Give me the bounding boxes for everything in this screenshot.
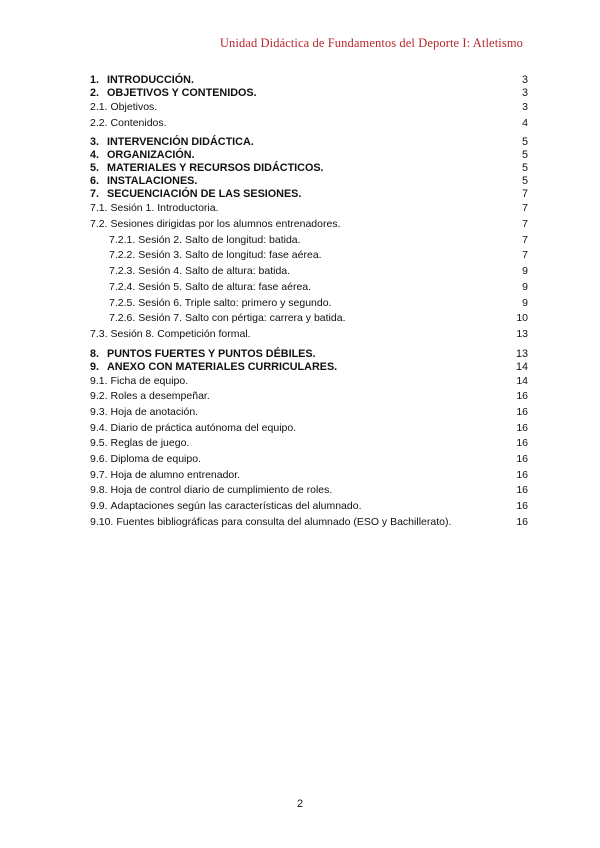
- toc-entry-title: [90, 405, 198, 421]
- toc-entry-title: [109, 296, 331, 312]
- toc-entry-number: 9.: [90, 360, 100, 373]
- toc-entry-page: 14: [515, 360, 528, 373]
- toc-entry[interactable]: [90, 348, 528, 361]
- toc-entry-page: 5: [521, 149, 528, 162]
- toc-entry-page: 3: [522, 101, 528, 113]
- toc-entry-number: 7.2.3.: [109, 265, 136, 278]
- toc-entry[interactable]: [90, 100, 528, 116]
- toc-entry-page: 7: [522, 249, 528, 262]
- toc-entry-title: [90, 136, 254, 149]
- toc-entry-text: Sesión 3. Salto de longitud: fase aérea.: [138, 249, 322, 262]
- toc-entry-title: [109, 233, 301, 249]
- toc-entry-page: 5: [521, 162, 528, 175]
- toc-entry-number: 6.: [90, 175, 100, 188]
- toc-entry-title: [90, 149, 195, 162]
- toc-entry-number: 7.2.4.: [109, 280, 136, 293]
- toc-entry-title: [90, 116, 167, 132]
- toc-entry-number: 2.1.: [90, 101, 108, 113]
- toc-entry-page: 14: [516, 374, 528, 387]
- toc-entry-title: [90, 327, 251, 343]
- toc-entry[interactable]: [90, 515, 528, 531]
- toc-entry-text: Fuentes bibliográficas para consulta del alumnado (ESO y Bachillerato).: [116, 515, 452, 528]
- toc-entry-title: [109, 311, 345, 327]
- toc-entry-title: [90, 175, 197, 188]
- toc-entry-text: Diploma de equipo.: [110, 453, 201, 465]
- toc-entry-page: 3: [521, 74, 528, 86]
- toc-entry[interactable]: [90, 175, 528, 188]
- toc-entry-number: 9.4.: [90, 421, 108, 434]
- toc-entry-text: Sesión 1. Introductoria.: [110, 202, 219, 215]
- toc-entry-page: 13: [516, 327, 528, 340]
- toc-entry-number: 2.2.: [90, 116, 108, 129]
- toc-entry-number: 9.9.: [90, 500, 108, 513]
- toc-entry-text: Roles a desempeñar.: [110, 390, 210, 403]
- toc-entry[interactable]: [90, 468, 528, 484]
- toc-entry[interactable]: [90, 499, 528, 515]
- toc-entry[interactable]: [90, 201, 528, 217]
- toc-entry-text: Sesión 8. Competición formal.: [110, 327, 251, 340]
- toc-entry-number: 7.3.: [90, 327, 108, 340]
- toc-entry-title: [90, 421, 296, 437]
- toc-entry-title: [109, 248, 322, 264]
- toc-entry[interactable]: [90, 248, 528, 264]
- toc-entry-page: 16: [516, 390, 528, 403]
- toc-entry-page: 16: [516, 421, 528, 434]
- toc-entry-title: [90, 452, 201, 468]
- toc-entry-title: [90, 499, 362, 515]
- toc-entry-text: Hoja de control diario de cumplimiento de roles.: [110, 484, 333, 497]
- toc-entry-number: 7.2.: [90, 218, 108, 231]
- toc-entry-number: 9.8.: [90, 484, 108, 497]
- toc-entry[interactable]: [90, 483, 528, 499]
- toc-entry-number: 9.2.: [90, 390, 108, 403]
- toc-entry[interactable]: [90, 217, 528, 233]
- toc-entry-title: [90, 389, 210, 405]
- toc-entry-page: 7: [521, 188, 528, 201]
- toc-entry-title: [90, 217, 340, 233]
- toc-entry-page: 16: [516, 515, 528, 528]
- toc-entry-text: Hoja de anotación.: [110, 405, 199, 418]
- toc-entry[interactable]: [90, 233, 528, 249]
- toc-entry-number: 9.1.: [90, 374, 108, 387]
- toc-entry-text: Adaptaciones según las características del alumnado.: [110, 500, 362, 513]
- toc-entry[interactable]: [90, 374, 528, 390]
- toc-entry-number: 7.: [90, 188, 100, 201]
- toc-entry-page: 16: [516, 468, 528, 481]
- toc-entry-page: 16: [516, 500, 528, 513]
- toc-entry-text: SECUENCIACIÓN DE LAS SESIONES.: [107, 188, 302, 201]
- toc-entry-number: 9.6.: [90, 453, 108, 465]
- toc-entry-page: 10: [516, 312, 528, 325]
- toc-entry-text: PUNTOS FUERTES Y PUNTOS DÉBILES.: [107, 347, 316, 360]
- toc-entry-text: INTRODUCCIÓN.: [107, 74, 194, 86]
- toc-entry-number: 9.7.: [90, 468, 108, 481]
- toc-entry-page: 13: [515, 347, 528, 360]
- page-number: 2: [296, 798, 304, 810]
- toc-entry-number: 1.: [90, 74, 100, 86]
- toc-entry-text: Diario de práctica autónoma del equipo.: [110, 421, 297, 434]
- toc-entry[interactable]: [90, 452, 528, 468]
- toc-entry[interactable]: [90, 296, 528, 312]
- toc-entry[interactable]: [90, 188, 528, 201]
- toc-entry-text: MATERIALES Y RECURSOS DIDÁCTICOS.: [107, 162, 324, 175]
- toc-entry-text: Sesión 2. Salto de longitud: batida.: [138, 233, 301, 246]
- toc-entry-page: 5: [521, 175, 528, 188]
- toc-entry-title: [90, 162, 324, 175]
- toc-entry[interactable]: [90, 87, 528, 100]
- toc-entry-page: 16: [516, 405, 528, 418]
- toc-entry-page: 7: [522, 233, 528, 246]
- toc-entry[interactable]: [90, 421, 528, 437]
- toc-entry-number: 7.2.6.: [109, 312, 136, 325]
- toc-entry-page: 3: [521, 87, 528, 99]
- toc-entry-title: [90, 100, 157, 116]
- toc-entry-title: [90, 87, 257, 100]
- toc-entry[interactable]: [90, 389, 528, 405]
- toc-entry-page: 7: [522, 218, 528, 231]
- toc-entry-title: [90, 201, 219, 217]
- toc-entry[interactable]: [90, 74, 528, 87]
- toc-entry-number: 3.: [90, 136, 100, 149]
- toc-entry-page: 5: [521, 136, 528, 149]
- toc-entry-text: INSTALACIONES.: [107, 175, 198, 188]
- toc-entry-text: Ficha de equipo.: [110, 374, 189, 387]
- toc-entry[interactable]: [90, 264, 528, 280]
- toc-entry-title: [90, 188, 301, 201]
- toc-entry[interactable]: [90, 116, 528, 132]
- toc-entry-page: 16: [516, 437, 528, 450]
- toc-entry[interactable]: [90, 149, 528, 162]
- toc-entry-number: 9.3.: [90, 405, 108, 418]
- toc-entry-title: [109, 280, 311, 296]
- toc-entry-page: 9: [522, 296, 528, 309]
- toc-entry-text: Sesión 7. Salto con pértiga: carrera y batida.: [138, 312, 346, 325]
- toc-entry[interactable]: [90, 311, 528, 327]
- toc-entry[interactable]: [90, 405, 528, 421]
- toc-entry-text: ORGANIZACIÓN.: [107, 149, 195, 162]
- table-of-contents: [90, 74, 528, 530]
- toc-entry-text: Sesiones dirigidas por los alumnos entrenadores.: [110, 218, 341, 231]
- toc-entry-title: [90, 468, 240, 484]
- toc-entry-number: 9.10.: [90, 515, 114, 528]
- toc-entry[interactable]: [90, 327, 528, 343]
- toc-entry-number: 7.2.1.: [109, 233, 136, 246]
- toc-entry-title: [90, 348, 316, 361]
- toc-entry-number: 9.5.: [90, 437, 108, 450]
- toc-entry-text: Objetivos.: [110, 101, 158, 113]
- toc-entry-text: Sesión 4. Salto de altura: batida.: [138, 265, 291, 278]
- toc-entry-number: 2.: [90, 87, 100, 99]
- toc-entry-page: 16: [516, 453, 528, 465]
- toc-entry-title: [109, 264, 290, 280]
- toc-entry-title: [90, 374, 188, 390]
- toc-entry-number: 5.: [90, 162, 100, 175]
- toc-entry-text: INTERVENCIÓN DIDÁCTICA.: [107, 136, 254, 149]
- toc-entry-text: Contenidos.: [110, 116, 167, 129]
- toc-entry-text: ANEXO CON MATERIALES CURRICULARES.: [107, 360, 338, 373]
- toc-entry-title: [90, 436, 189, 452]
- toc-entry-title: [90, 74, 194, 87]
- toc-entry-page: 4: [522, 116, 528, 129]
- toc-entry[interactable]: [90, 162, 528, 175]
- toc-entry[interactable]: [90, 361, 528, 374]
- toc-entry-number: 8.: [90, 347, 100, 360]
- toc-entry-number: 7.1.: [90, 202, 108, 215]
- toc-entry-number: 4.: [90, 149, 100, 162]
- toc-entry-page: 16: [516, 484, 528, 497]
- toc-entry[interactable]: [90, 280, 528, 296]
- toc-entry-number: 7.2.5.: [109, 296, 136, 309]
- toc-entry[interactable]: [90, 136, 528, 149]
- running-header: Unidad Didáctica de Fundamentos del Deporte I: Atletismo: [219, 36, 523, 50]
- toc-entry-page: 9: [522, 280, 528, 293]
- toc-entry-text: Sesión 5. Salto de altura: fase aérea.: [138, 280, 312, 293]
- toc-entry-page: 9: [522, 265, 528, 278]
- toc-entry-title: [90, 515, 451, 531]
- toc-entry-text: OBJETIVOS Y CONTENIDOS.: [107, 87, 257, 99]
- toc-entry-text: Reglas de juego.: [110, 437, 190, 450]
- toc-entry-title: [90, 483, 332, 499]
- toc-entry-title: [90, 361, 337, 374]
- toc-entry-number: 7.2.2.: [109, 249, 136, 262]
- toc-entry[interactable]: [90, 436, 528, 452]
- toc-entry-page: 7: [522, 202, 528, 215]
- toc-entry-text: Sesión 6. Triple salto: primero y segundo.: [138, 296, 332, 309]
- toc-entry-text: Hoja de alumno entrenador.: [110, 468, 241, 481]
